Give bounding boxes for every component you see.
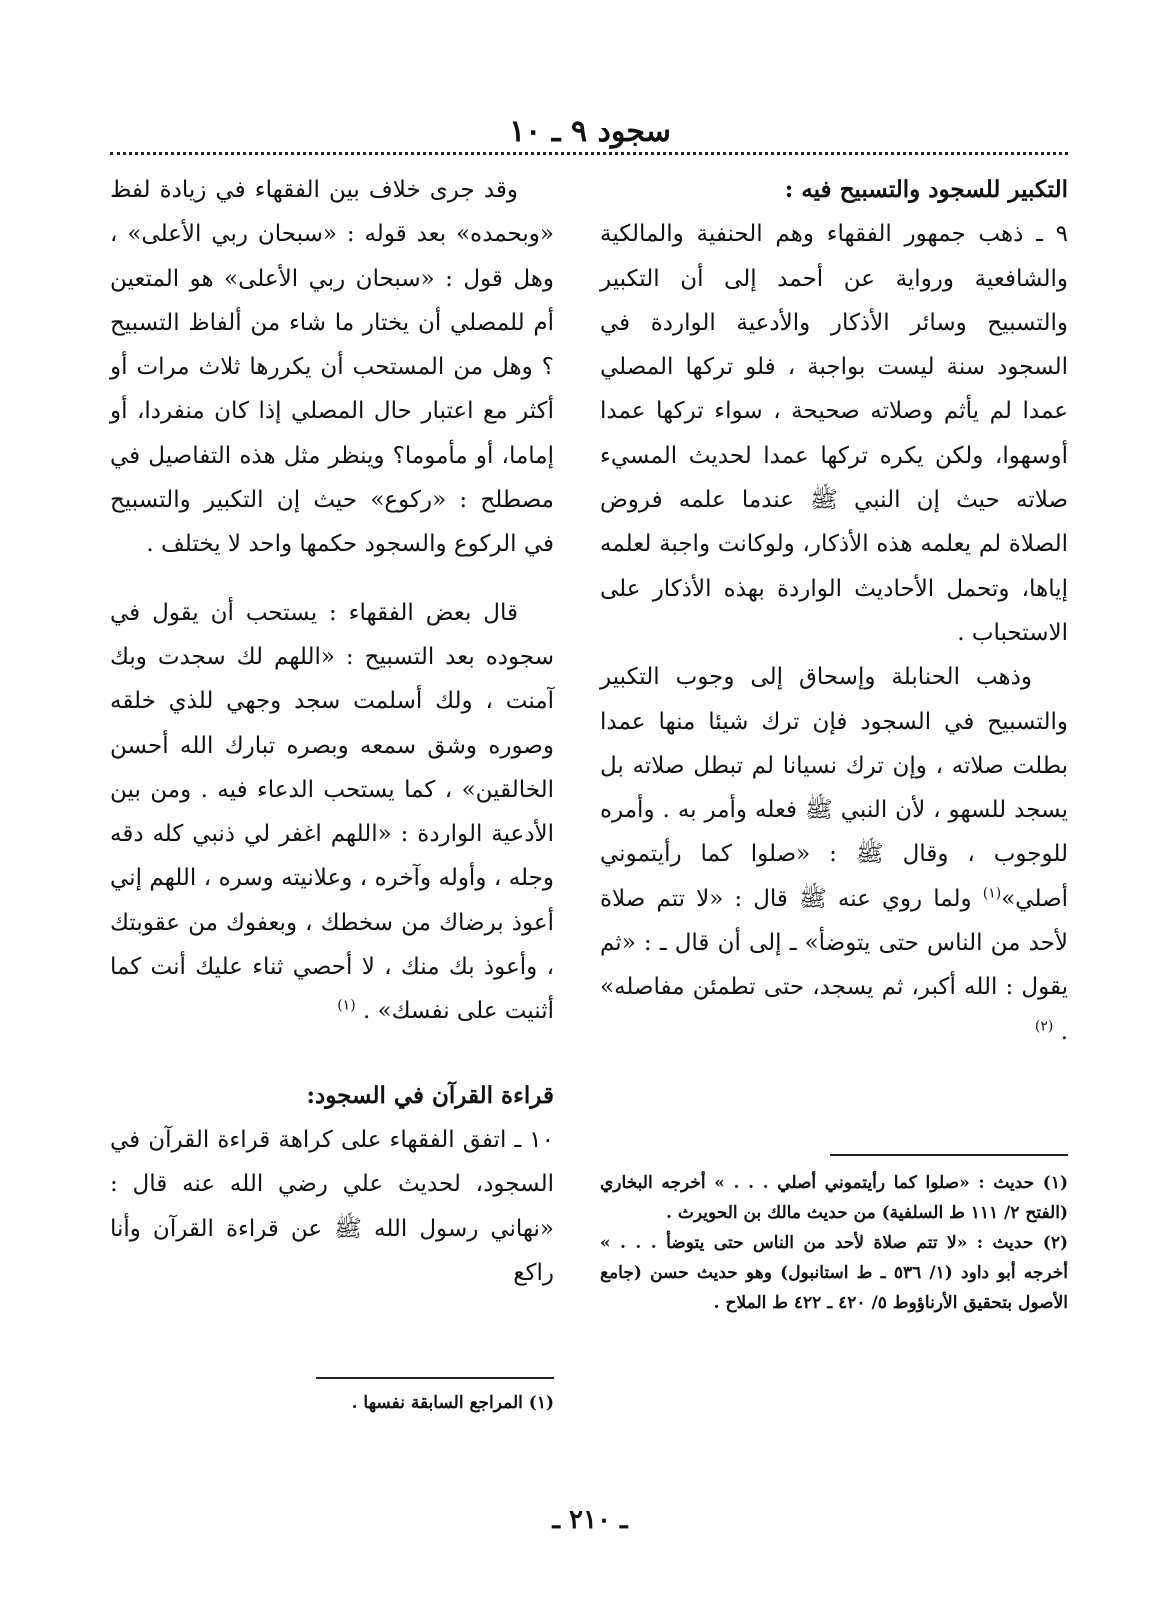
footnote-separator-left (316, 1377, 554, 1379)
footnote-ref-left-1: (١) (337, 997, 356, 1014)
section-heading-quran: قراءة القرآن في السجود: (306, 1081, 554, 1109)
paragraph-hanabila-text: وذهب الحنابلة وإسحاق إلى وجوب التكبير والتسبيح في السجود فإن ترك شيئا منها عمدا بطلت صلاته ، وإن ترك نسيانا لم تبطل صلاته بل يسجد للسهو ، لأن النبي ﷺ فعله وأمر به . وأمره للوجوب ، وقال ﷺ : «صلوا كما رأيتموني أصلي» (600, 664, 1068, 912)
footnote-ref-2: (٢) (1034, 1017, 1054, 1034)
paragraph-khilaf: وقد جرى خلاف بين الفقهاء في زيادة لفظ «وبحمده» بعد قوله : «سبحان ربي الأعلى» ، وهل قول : «سبحان ربي الأعلى» هو المتعين أم للمصلي أن يختار ما شاء من ألفاظ التسبيح ؟ وهل من المستحب أن يكررها ثلاث مرات أو أكثر مع اعتبار حال المصلي إذا كان منفردا، أو إماما، أو مأموما؟ وينظر مثل هذه التفاصيل في مصطلح : «ركوع» حيث إن التكبير والتسبيح في الركوع والسجود حكمها واحد لا يختلف . (110, 177, 554, 558)
page-number: ـ ٢١٠ ـ (552, 1505, 628, 1535)
footnote-item: (١) المراجع السابقة نفسها . (351, 1393, 554, 1413)
header-dotted-rule (110, 152, 1068, 155)
footnote-item: (١) حديث : «صلوا كما رأيتموني أصلي . . . » أخرجه البخاري (الفتح ٢/ ١١١ ط السلفية) من حديث مالك بن الحويرث . (600, 1173, 1068, 1223)
footnote-item: (٢) حديث : «لا تتم صلاة لأحد من الناس حتى يتوضأ . . . » أخرجه أبو داود (١/ ٥٣٦ ـ ط استانبول) وهو حديث حسن (جامع الأصول بتحقيق الأرناؤوط ٥/ ٤٢٠ ـ ٤٢٢ ط الملاح . (600, 1233, 1068, 1313)
footnotes-left (316, 1388, 554, 1418)
paragraph-dua-text: قال بعض الفقهاء : يستحب أن يقول في سجوده بعد التسبيح : «اللهم لك سجدت وبك آمنت ، ولك أسلمت سجد وجهي للذي خلقه وصوره وشق سمعه وبصره تبارك الله أحسن الخالقين» ، كما يستحب الدعاء فيه . ومن بين الأدعية الواردة : «اللهم اغفر لي ذنبي كله دقه وجله ، وأوله وآخره ، وعلانيته وسره ، اللهم إني أعوذ برضاك من سخطك ، وبعفوك من عقوبتك ، وأعوذ بك منك ، لا أحصي ثناء عليك أنت كما أثنيت على نفسك» . (110, 599, 554, 1025)
paragraph-dua (110, 591, 554, 1034)
page-header: سجود ٩ ـ ١٠ (509, 114, 671, 149)
paragraph-hanabila-cont: ولما روي عنه ﷺ قال : «لا تتم صلاة لأحد من الناس حتى يتوضأ» ـ إلى أن قال ـ : «ثم يقول : الله أكبر، ثم يسجد، حتى تطمئن مفاصله» . (600, 885, 1068, 1045)
left-column (110, 168, 554, 1295)
footnote-ref-1: (١) (982, 885, 1002, 902)
footnote-separator-right (830, 1154, 1068, 1156)
paragraph-hanabila (600, 655, 1068, 1054)
right-column (600, 168, 1068, 1054)
paragraph-10: ١٠ ـ اتفق الفقهاء على كراهة قراءة القرآن في السجود، لحديث علي رضي الله عنه قال : «نهاني رسول الله ﷺ عن قراءة القرآن وأنا راكع (110, 1126, 554, 1286)
paragraph-9: ٩ ـ ذهب جمهور الفقهاء وهم الحنفية والمالكية والشافعية ورواية عن أحمد إلى أن التكبير والتسبيح وسائر الأذكار والأدعية الواردة في السجود سنة ليست بواجبة ، فلو تركها المصلي عمدا لم يأثم وصلاته صحيحة ، سواء تركها عمدا أوسهوا، ولكن يكره تركها عمدا لحديث المسيء صلاته حيث إن النبي ﷺ عندما علمه فروض الصلاة لم يعلمه هذه الأذكار، ولوكانت واجبة لعلمه إياها، وتحمل الأحاديث الواردة بهذه الأذكار على الاستحباب . (600, 221, 1068, 646)
section-heading-takbir: التكبير للسجود والتسبيح فيه : (784, 176, 1068, 203)
footnotes-right (600, 1168, 1068, 1318)
